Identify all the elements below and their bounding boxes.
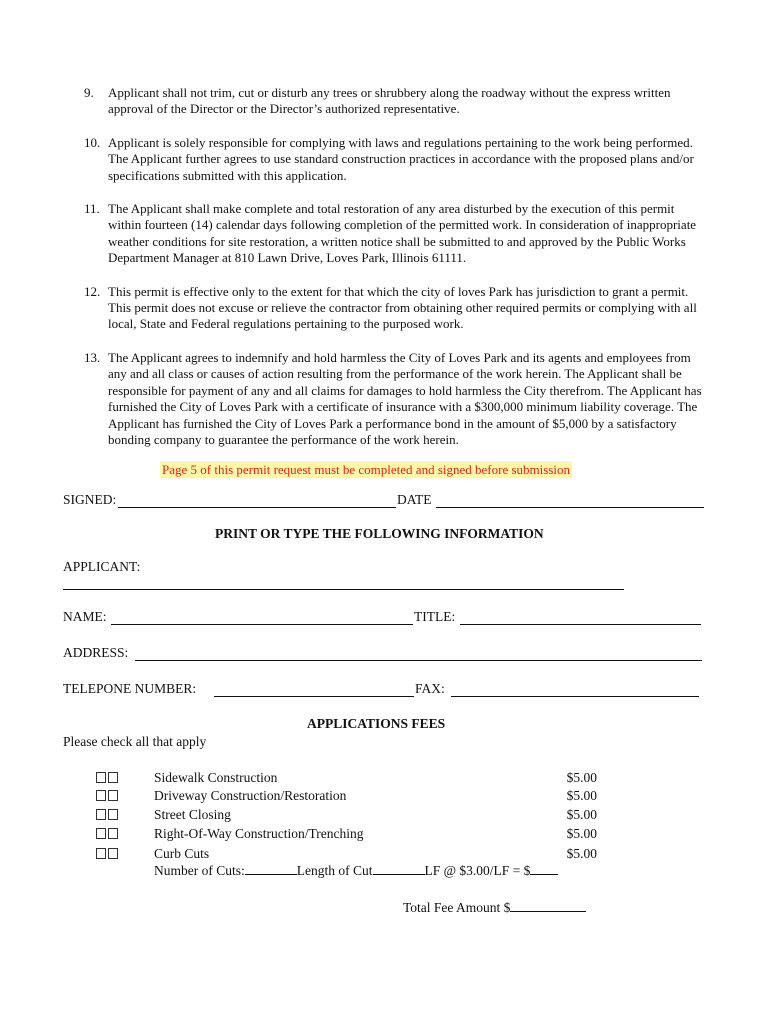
fee-row-sidewalk — [0, 770, 770, 789]
fees-heading: APPLICATIONS FEES — [307, 716, 446, 731]
applicant-field[interactable] — [63, 589, 624, 590]
title-field[interactable] — [460, 624, 701, 625]
address-field[interactable] — [135, 660, 702, 661]
fee-amount: $5.00 — [566, 826, 597, 841]
fee-amount: $5.00 — [566, 807, 597, 822]
length-of-cut-label: Length of Cut — [296, 863, 373, 878]
term-12 — [84, 284, 704, 333]
driveway-checkbox[interactable] — [96, 790, 122, 803]
term-13 — [84, 350, 704, 448]
curb-cut-total-field[interactable] — [530, 863, 558, 875]
fee-row-right-of-way — [0, 826, 770, 845]
fax-field[interactable] — [451, 696, 699, 697]
total-fee — [403, 900, 586, 916]
term-number: 12. — [84, 283, 101, 299]
street-closing-checkbox[interactable] — [96, 809, 122, 822]
fee-label: Right-Of-Way Construction/Trenching — [154, 826, 364, 841]
fee-amount: $5.00 — [566, 846, 597, 861]
term-number: 10. — [84, 134, 101, 150]
length-of-cut-field[interactable] — [373, 863, 425, 875]
total-fee-field[interactable] — [510, 900, 586, 912]
name-label: NAME: — [63, 609, 107, 624]
term-text: The Applicant shall make complete and total restoration of any area disturbed by the execution of this permit within fourteen (14) calendar days following completion of the permitted work. In consideration of inappropriate weather conditions for site restoration, a written notice shall be submitted to and approved by the Public Works Department Manager at 810 Lawn Drive, Loves Park, Illinois 61111. — [108, 201, 697, 266]
fee-label: Curb Cuts — [154, 846, 210, 861]
info-heading: PRINT OR TYPE THE FOLLOWING INFORMATION — [215, 526, 544, 541]
signed-label: SIGNED: — [63, 492, 117, 507]
date-field[interactable] — [436, 507, 704, 508]
term-number: 13. — [84, 349, 101, 365]
term-text: Applicant is solely responsible for complying with laws and regulations pertaining to the work being performed. The Applicant further agrees to use standard construction practices in accordance with the proposed plans and/or specifications submitted with this application. — [108, 134, 694, 183]
total-fee-label: Total Fee Amount $ — [403, 900, 511, 915]
fee-label: Street Closing — [154, 807, 231, 822]
telephone-label: TELEPONE NUMBER: — [63, 681, 197, 696]
sidewalk-checkbox[interactable] — [96, 772, 122, 785]
fee-amount: $5.00 — [566, 770, 597, 785]
fee-label: Sidewalk Construction — [154, 770, 278, 785]
number-of-cuts-label: Number of Cuts: — [154, 863, 245, 878]
number-of-cuts-field[interactable] — [245, 863, 297, 875]
curb-cuts-checkbox[interactable] — [96, 848, 122, 861]
fee-amount: $5.00 — [566, 788, 597, 803]
terms-list — [84, 85, 704, 448]
curb-cut-calculation — [154, 863, 558, 879]
fee-row-driveway — [0, 788, 770, 807]
fees-instruction: Please check all that apply — [63, 734, 207, 749]
fax-label: FAX: — [415, 681, 445, 696]
name-field[interactable] — [111, 624, 413, 625]
rate-label: LF @ $3.00/LF = $ — [424, 863, 531, 878]
title-label: TITLE: — [414, 609, 456, 624]
term-number: 9. — [84, 85, 94, 100]
term-text: This permit is effective only to the extent for that which the city of loves Park has jurisdiction to grant a permit. This permit does not excuse or relieve the contractor from obtaining other required permits or complying with all local, State and Federal regulations pertaining to the purposed work. — [108, 283, 697, 332]
term-11 — [84, 201, 704, 267]
address-label: ADDRESS: — [63, 645, 129, 660]
term-number: 11. — [84, 201, 100, 217]
fee-row-street-closing — [0, 807, 770, 826]
term-10 — [84, 135, 704, 184]
right-of-way-checkbox[interactable] — [96, 828, 122, 841]
fee-label: Driveway Construction/Restoration — [154, 788, 347, 803]
term-text: The Applicant agrees to indemnify and hold harmless the City of Loves Park and its agents and employees from any and all class or causes of action resulting from the performance of the work herein. The Applicant shall be responsible for payment of any and all claims for damages to hold harmless the City therefrom. The Applicant has furnished the City of Loves Park with a certificate of insurance with a $300,000 minimum liability coverage. The Applicant has furnished the City of Loves Park a performance bond in the amount of $5,000 by a satisfactory bonding company to guarantee the performance of the work herein. — [108, 349, 702, 447]
submission-notice: Page 5 of this permit request must be completed and signed before submission — [162, 462, 570, 477]
term-9 — [84, 85, 704, 118]
applicant-label: APPLICANT: — [63, 559, 141, 574]
date-label: DATE — [397, 492, 432, 507]
telephone-field[interactable] — [214, 696, 414, 697]
signature-field[interactable] — [118, 507, 396, 508]
term-text: Applicant shall not trim, cut or disturb any trees or shrubbery along the roadway without the express written approval of the Director or the Director’s authorized representative. — [108, 85, 671, 117]
